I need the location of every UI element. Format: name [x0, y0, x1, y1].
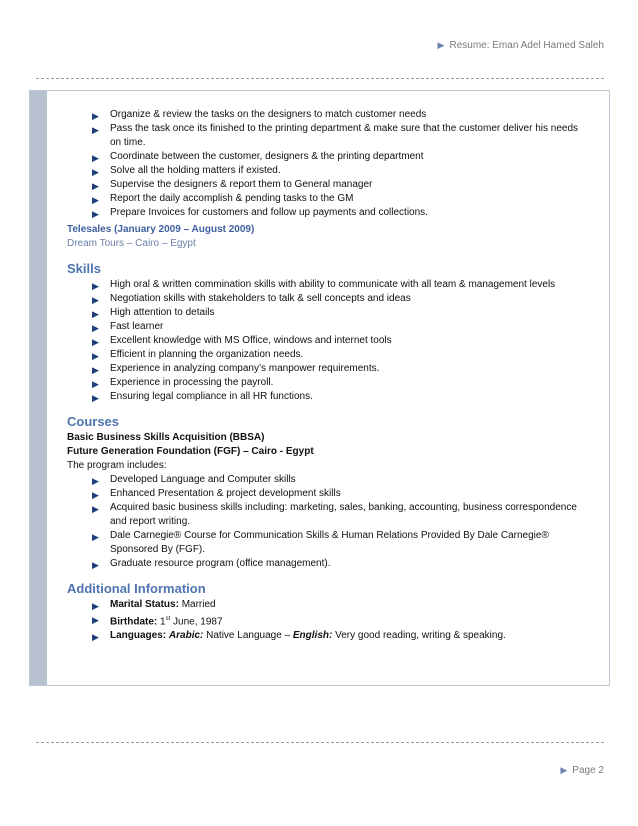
header-divider [36, 78, 604, 79]
list-item: ▶ Supervise the designers & report them to General manager [92, 179, 373, 191]
course-list [67, 473, 587, 571]
arabic-value: Native Language – [206, 630, 291, 642]
bullet-icon: ▶ [92, 393, 99, 403]
resume-content [67, 108, 587, 643]
triangle-bullet-icon: ▶ [560, 765, 568, 775]
bullet-icon: ▶ [92, 351, 99, 361]
bullet-icon: ▶ [92, 476, 99, 486]
bullet-icon: ▶ [92, 111, 99, 121]
bullet-icon: ▶ [92, 560, 99, 570]
course-intro: The program includes: [67, 460, 167, 471]
list-item: ▶ Experience in analyzing company’s manpower requirements. [92, 363, 380, 375]
birth-label: Birthdate: [110, 616, 158, 628]
bullet-icon: ▶ [92, 490, 99, 500]
list-item: ▶ High attention to details [92, 307, 215, 319]
bullet-icon: ▶ [92, 632, 99, 643]
course-org: Future Generation Foundation (FGF) – Cairo - Egypt [67, 446, 314, 457]
list-item: ▶ High oral & written commination skills with ability to communicate with all team & management levels [92, 279, 556, 291]
additional-list [67, 598, 587, 643]
list-item [92, 598, 587, 612]
content-frame [29, 90, 610, 686]
bullet-icon: ▶ [92, 504, 99, 514]
marital-value: Married [181, 599, 216, 610]
list-item: ▶ Ensuring legal compliance in all HR functions. [92, 391, 313, 403]
bullet-icon: ▶ [92, 532, 99, 542]
list-item: ▶ Solve all the holding matters if existed. [92, 165, 281, 177]
running-header [438, 40, 604, 51]
bullet-icon: ▶ [92, 167, 99, 177]
list-item: ▶ Graduate resource program (office management). [92, 558, 331, 570]
marital-label: Marital Status: [110, 599, 179, 610]
list-item: ▶ Developed Language and Computer skills [92, 474, 296, 486]
languages-label: Languages: [110, 630, 167, 642]
arabic-label: Arabic: [168, 630, 204, 642]
page-number: Page 2 [572, 765, 604, 776]
list-item [92, 629, 587, 643]
additional-heading: Additional Information [67, 581, 206, 596]
bullet-icon: ▶ [92, 125, 99, 135]
birth-day: 1 [160, 616, 166, 628]
bullet-icon: ▶ [92, 295, 99, 305]
task-list [67, 108, 587, 220]
bullet-icon: ▶ [92, 209, 99, 219]
list-item: ▶ Coordinate between the customer, designers & the printing department [92, 151, 424, 163]
bullet-icon: ▶ [92, 195, 99, 205]
list-item: ▶ Pass the task once its finished to the printing department & make sure that the customer deliver his needs on time. [92, 123, 579, 148]
list-item: ▶ Prepare Invoices for customers and follow up payments and collections. [92, 207, 428, 219]
bullet-icon: ▶ [92, 153, 99, 163]
footer-divider [36, 742, 604, 743]
list-item: ▶ Organize & review the tasks on the designers to match customer needs [92, 109, 427, 121]
bullet-icon: ▶ [92, 365, 99, 375]
bullet-icon: ▶ [92, 181, 99, 191]
triangle-bullet-icon: ▶ [437, 40, 445, 50]
list-item: ▶ Enhanced Presentation & project development skills [92, 488, 341, 500]
list-item: ▶ Report the daily accomplish & pending tasks to the GM [92, 193, 354, 205]
list-item: ▶ Efficient in planning the organization needs. [92, 349, 304, 361]
bullet-icon: ▶ [92, 615, 99, 625]
job-company: Dream Tours – Cairo – Egypt [67, 238, 196, 249]
header-text: Resume: Eman Adel Hamed Saleh [449, 40, 604, 51]
bullet-icon: ▶ [92, 281, 99, 291]
list-item [92, 612, 587, 629]
list-item: ▶ Fast learner [92, 321, 164, 333]
skills-list [67, 278, 587, 404]
list-item: ▶ Negotiation skills with stakeholders to talk & sell concepts and ideas [92, 293, 411, 305]
birth-rest: June, 1987 [173, 616, 223, 628]
birth-suffix: st [165, 616, 171, 622]
skills-heading: Skills [67, 261, 101, 276]
english-value: Very good reading, writing & speaking. [335, 630, 506, 642]
side-strip [30, 91, 47, 685]
courses-heading: Courses [67, 414, 120, 429]
page-footer [560, 765, 604, 776]
job-title: Telesales (January 2009 – August 2009) [67, 224, 255, 235]
bullet-icon: ▶ [92, 337, 99, 347]
bullet-icon: ▶ [92, 323, 99, 333]
list-item: ▶ Excellent knowledge with MS Office, windows and internet tools [92, 335, 392, 347]
course-name: Basic Business Skills Acquisition (BBSA) [67, 432, 265, 443]
bullet-icon: ▶ [92, 309, 99, 319]
list-item: ▶ Experience in processing the payroll. [92, 377, 274, 389]
bullet-icon: ▶ [92, 379, 99, 389]
list-item: ▶ Dale Carnegie® Course for Communication Skills & Human Relations Provided By Dale Carnegie® Sponsored By (FGF). [92, 530, 549, 555]
list-item: ▶ Acquired basic business skills including: marketing, sales, banking, accounting, business correspondence and report writing. [92, 502, 577, 527]
english-label: English: [292, 630, 333, 642]
bullet-icon: ▶ [92, 601, 99, 611]
